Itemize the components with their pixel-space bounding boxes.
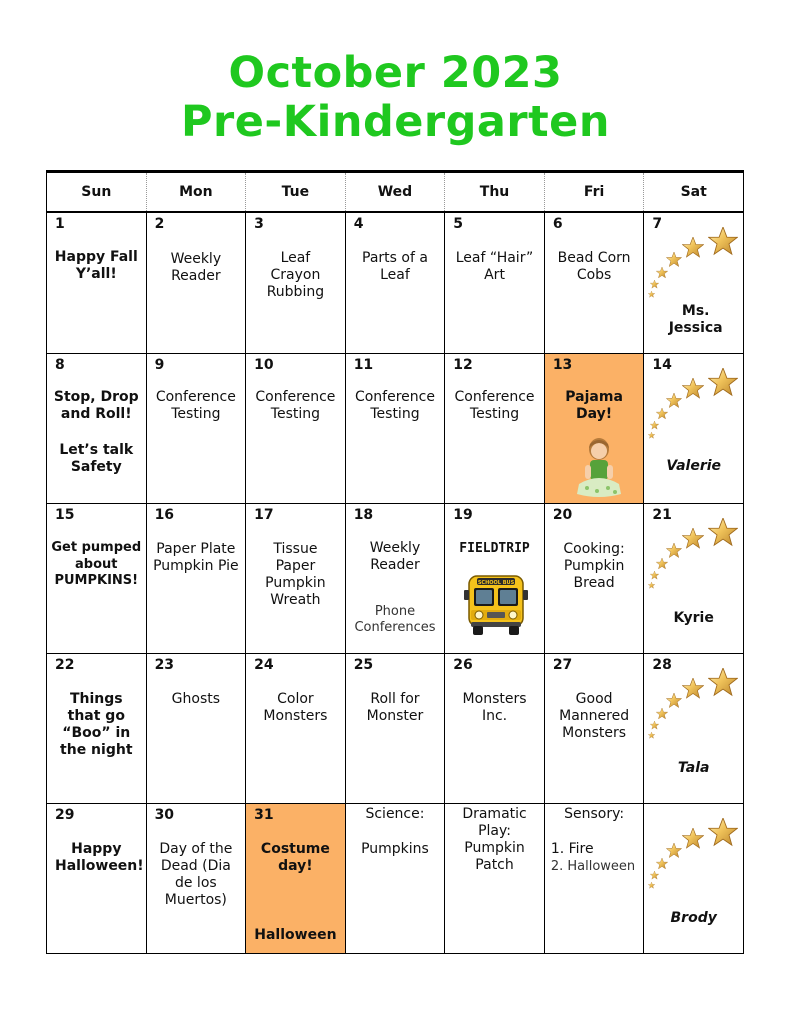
day-number: 16 bbox=[154, 507, 175, 523]
student-name: Tala bbox=[677, 760, 710, 776]
day-event: Sensory: bbox=[564, 806, 625, 822]
day-event: Ghosts bbox=[171, 691, 221, 707]
day-number: 17 bbox=[254, 507, 274, 523]
day-cell bbox=[445, 354, 545, 504]
day-number: 29 bbox=[55, 807, 75, 823]
day-cell bbox=[644, 212, 744, 354]
day-cell bbox=[345, 804, 445, 954]
student-name: Valerie bbox=[666, 458, 722, 474]
day-number: 8 bbox=[55, 357, 65, 373]
weekday-header: Wed bbox=[345, 172, 445, 213]
day-event: Leaf “Hair” Art bbox=[455, 250, 534, 283]
day-event: Conference Testing bbox=[155, 389, 236, 422]
week-row bbox=[47, 504, 744, 654]
day-event: Costume day! bbox=[260, 841, 330, 874]
day-number: 10 bbox=[254, 357, 274, 373]
day-number: 27 bbox=[552, 657, 573, 673]
day-event: Color Monsters bbox=[263, 691, 328, 724]
day-event: FIELDTRIP bbox=[459, 541, 530, 556]
day-number: 25 bbox=[353, 657, 374, 673]
day-event: Roll for Monster bbox=[366, 691, 424, 724]
stars-icon bbox=[648, 812, 740, 896]
day-number: 3 bbox=[254, 216, 264, 232]
week-row bbox=[47, 654, 744, 804]
day-number: 30 bbox=[154, 807, 175, 823]
day-event: Tissue Paper Pumpkin Wreath bbox=[265, 541, 326, 608]
day-event: Weekly Reader bbox=[369, 540, 421, 573]
day-event: Bead Corn Cobs bbox=[557, 250, 631, 283]
day-number: 20 bbox=[552, 507, 573, 523]
day-cell bbox=[544, 654, 644, 804]
day-event: Weekly Reader bbox=[170, 251, 222, 284]
day-number: 11 bbox=[353, 357, 374, 373]
day-event: Paper Plate Pumpkin Pie bbox=[153, 541, 239, 574]
day-cell bbox=[47, 212, 147, 354]
day-event: Get pumped about PUMPKINS! bbox=[51, 540, 142, 588]
day-event-secondary: Pumpkins bbox=[361, 841, 429, 857]
day-cell-highlighted bbox=[544, 354, 644, 504]
day-event: Good Mannered Monsters bbox=[559, 691, 630, 741]
stars-icon bbox=[648, 512, 740, 596]
day-event: Pajama Day! bbox=[565, 389, 623, 422]
day-cell bbox=[544, 804, 644, 954]
day-cell bbox=[246, 212, 346, 354]
day-number: 28 bbox=[652, 657, 672, 673]
day-number: 21 bbox=[652, 507, 672, 523]
day-cell bbox=[246, 354, 346, 504]
day-cell bbox=[47, 504, 147, 654]
weekday-header: Mon bbox=[146, 172, 246, 213]
calendar-month-title: October 2023 bbox=[228, 48, 563, 98]
day-cell bbox=[146, 654, 246, 804]
week-row bbox=[47, 212, 744, 354]
day-event: Conference Testing bbox=[454, 389, 535, 422]
student-name: Kyrie bbox=[673, 610, 714, 626]
day-cell bbox=[544, 504, 644, 654]
day-cell bbox=[445, 654, 545, 804]
day-number: 1 bbox=[55, 216, 65, 232]
weekday-header: Sat bbox=[644, 172, 744, 213]
student-name: Brody bbox=[670, 910, 717, 926]
day-event-secondary: Let’s talk Safety bbox=[59, 442, 134, 475]
day-number: 24 bbox=[254, 657, 274, 673]
stars-icon bbox=[648, 662, 740, 746]
week-row bbox=[47, 354, 744, 504]
bus-sign-label: SCHOOL BUS bbox=[478, 579, 515, 586]
day-number: 26 bbox=[453, 657, 473, 673]
day-event-secondary: Phone Conferences bbox=[354, 604, 436, 635]
day-cell bbox=[345, 504, 445, 654]
day-number: 31 bbox=[254, 807, 274, 823]
day-cell bbox=[246, 504, 346, 654]
day-number: 7 bbox=[652, 216, 663, 232]
day-event: Dramatic Play: Pumpkin Patch bbox=[462, 806, 527, 873]
weekday-header: Thu bbox=[445, 172, 545, 213]
girl-in-pajamas-icon bbox=[575, 434, 623, 500]
day-cell bbox=[146, 354, 246, 504]
day-cell bbox=[345, 654, 445, 804]
day-event: Stop, Drop and Roll! bbox=[53, 389, 139, 422]
day-cell bbox=[47, 804, 147, 954]
day-number: 2 bbox=[154, 216, 165, 232]
day-number: 14 bbox=[652, 357, 672, 373]
day-cell bbox=[445, 804, 545, 954]
day-number: 12 bbox=[453, 357, 473, 373]
day-cell bbox=[146, 212, 246, 354]
day-number: 23 bbox=[154, 657, 175, 673]
day-number: 4 bbox=[353, 216, 364, 232]
day-cell bbox=[644, 804, 744, 954]
day-cell bbox=[146, 504, 246, 654]
day-event: Happy Halloween! bbox=[55, 841, 144, 874]
week-row bbox=[47, 804, 744, 954]
stars-icon bbox=[648, 221, 740, 305]
calendar-grid bbox=[46, 170, 744, 954]
day-cell bbox=[47, 654, 147, 804]
day-event: Conference Testing bbox=[354, 389, 435, 422]
weekday-header: Fri bbox=[544, 172, 644, 213]
day-number: 13 bbox=[552, 357, 573, 373]
day-cell bbox=[644, 654, 744, 804]
sensory-list-item: 2. Halloween bbox=[550, 859, 636, 874]
day-event: Monsters Inc. bbox=[462, 691, 527, 724]
day-event: Happy Fall Y’all! bbox=[54, 249, 138, 282]
calendar-class-title: Pre-Kindergarten bbox=[181, 97, 610, 147]
day-cell bbox=[644, 504, 744, 654]
weekday-header-row bbox=[47, 172, 744, 213]
day-number: 19 bbox=[453, 507, 473, 523]
stars-icon bbox=[648, 362, 740, 446]
day-cell bbox=[544, 212, 644, 354]
day-event: Day of the Dead (Dia de los Muertos) bbox=[159, 841, 233, 908]
day-number: 15 bbox=[55, 507, 75, 523]
day-number: 6 bbox=[552, 216, 563, 232]
day-event: Things that go “Boo” in the night bbox=[60, 691, 133, 758]
student-name: Ms. Jessica bbox=[668, 303, 723, 336]
day-number: 22 bbox=[55, 657, 75, 673]
day-event: Cooking: Pumpkin Bread bbox=[563, 541, 625, 591]
school-bus-icon bbox=[463, 572, 529, 638]
day-cell bbox=[445, 212, 545, 354]
day-event-secondary: Halloween bbox=[254, 927, 337, 943]
sensory-list-item: 1. Fire bbox=[550, 841, 594, 857]
day-cell bbox=[47, 354, 147, 504]
day-event: Conference Testing bbox=[255, 389, 336, 422]
day-cell bbox=[345, 212, 445, 354]
day-cell bbox=[246, 654, 346, 804]
day-cell bbox=[146, 804, 246, 954]
day-number: 18 bbox=[353, 507, 374, 523]
weekday-header: Sun bbox=[47, 172, 147, 213]
day-cell bbox=[644, 354, 744, 504]
day-number: 9 bbox=[154, 357, 165, 373]
day-number: 5 bbox=[453, 216, 463, 232]
weekday-header: Tue bbox=[246, 172, 346, 213]
day-cell-highlighted bbox=[246, 804, 346, 954]
day-event: Science: bbox=[365, 806, 425, 822]
day-cell bbox=[345, 354, 445, 504]
day-event: Leaf Crayon Rubbing bbox=[266, 250, 325, 300]
day-cell bbox=[445, 504, 545, 654]
day-event: Parts of a Leaf bbox=[362, 250, 428, 283]
